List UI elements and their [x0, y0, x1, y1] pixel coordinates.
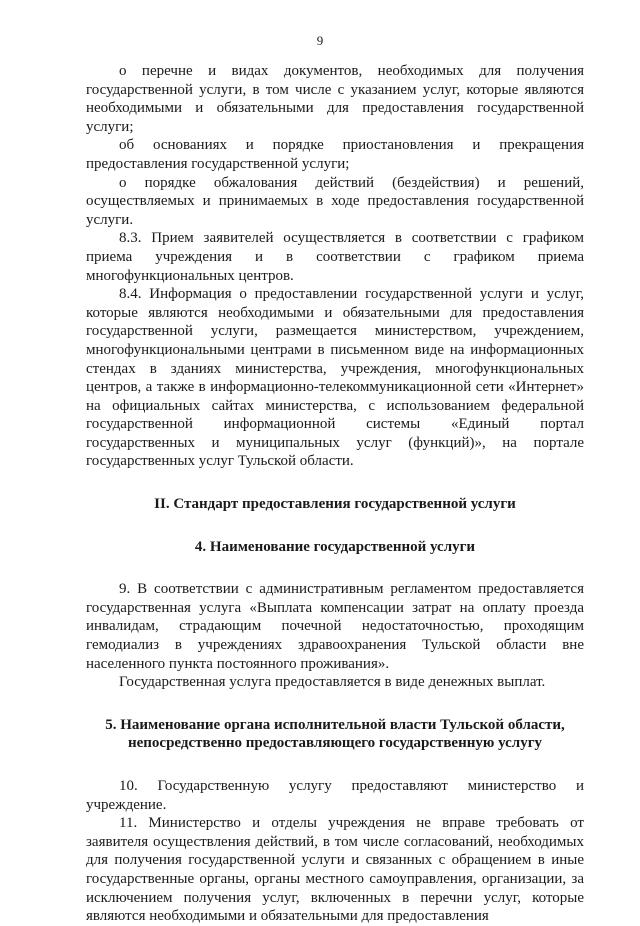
paragraph-info-suspension: об основаниях и порядке приостановления и прекращения предоставления государственной услуги; [86, 137, 584, 172]
paragraph-8-4: 8.4. Информация о предоставлении государственной услуги и услуг, которые являются необходимыми и обязательными для предоставления государственной услуги, размещается министерством, учреждением, многофункциональными центрами в письменном виде на информационных стендах в зданиях министерства, учреждения, многофункциональных центров, а также в информационно-телекоммуникационной сети «Интернет» на официальных сайтах министерства, с использованием федеральной государственной информационной системы «Единый портал государственных и муниципальных услуг (функций)», на портале государственных услуг Тульской области. [86, 286, 584, 470]
section-heading-2: II. Стандарт предоставления государственной услуги [154, 496, 516, 513]
paragraph-10: 10. Государственную услугу предоставляют министерство и учреждение. [86, 778, 584, 813]
document-body [86, 62, 584, 926]
paragraph-info-appeal: о порядке обжалования действий (бездействия) и решений, осуществляемых и принимаемых в ходе предоставления государственной услуги. [86, 174, 584, 228]
spacer [86, 692, 584, 716]
spacer [86, 753, 584, 777]
paragraph-service-form: Государственная услуга предоставляется в виде денежных выплат. [119, 674, 546, 691]
paragraph-info-documents: о перечне и видах документов, необходимых для получения государственной услуги, в том числе с указанием услуг, которые являются необходимыми и обязательными для предоставления государственной услуги; [86, 63, 584, 135]
subsection-heading-5-line2: непосредственно предоставляющего государственную услугу [127, 735, 543, 752]
paragraph-8-3: 8.3. Прием заявителей осуществляется в соответствии с графиком приема учреждения и в соответствии с графиком приема многофункциональных центров. [86, 230, 584, 284]
subsection-heading-5-line1: 5. Наименование органа исполнительной власти Тульской области, [105, 716, 565, 733]
spacer [86, 514, 584, 538]
paragraph-9: 9. В соответствии с административным регламентом предоставляется государственная услуга «Выплата компенсации затрат на оплату проезда инвалидам, страдающим почечной недостаточностью, проходящим гемодиализ в учреждениях здравоохранения Тульской области вне населенного пункта постоянного проживания». [86, 581, 584, 672]
page-number: 9 [316, 33, 324, 48]
spacer [86, 556, 584, 580]
spacer [86, 471, 584, 495]
subsection-heading-4: 4. Наименование государственной услуги [194, 538, 476, 555]
paragraph-11: 11. Министерство и отделы учреждения не вправе требовать от заявителя осуществления действий, в том числе согласований, необходимых для получения государственной услуги и связанных с обращением в иные государственные органы, органы местного самоуправления, организации, за исключением получения услуг, включенных в перечни услуг, которые являются необходимыми и обязательными для предоставления [86, 815, 584, 925]
